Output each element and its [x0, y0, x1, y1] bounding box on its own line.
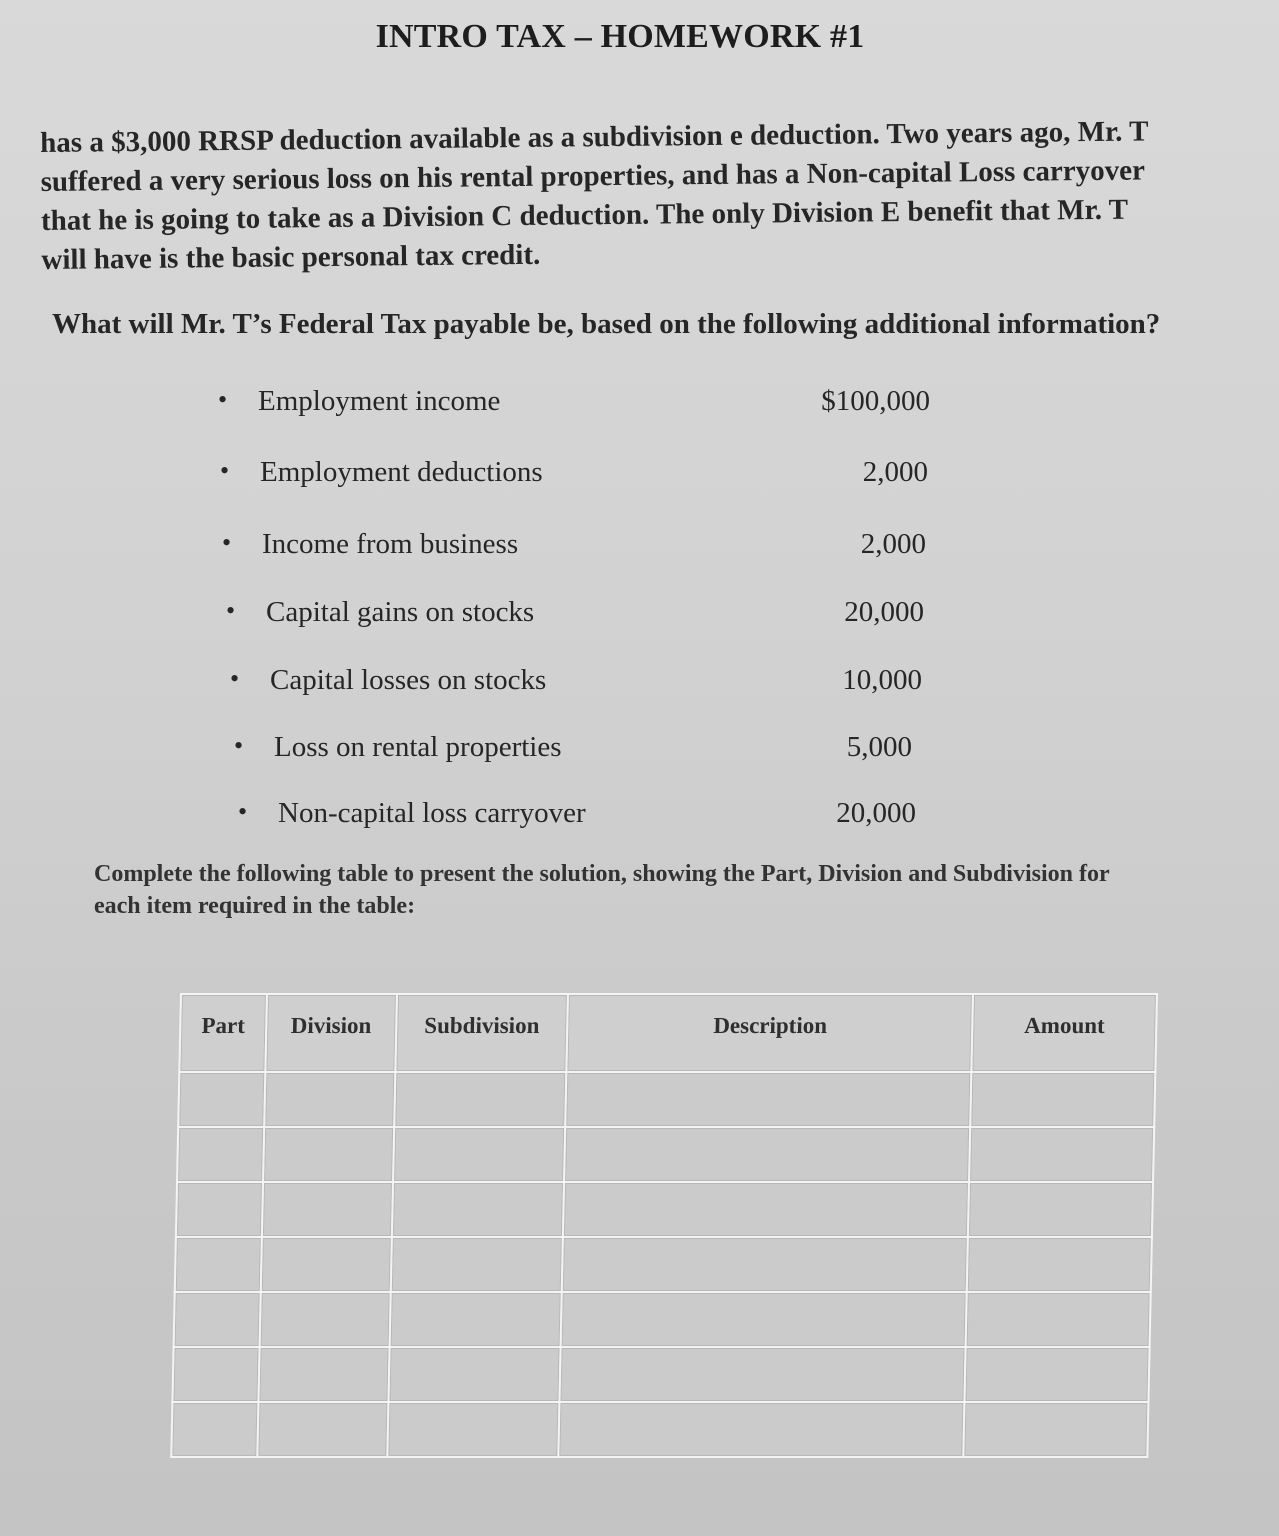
bullet-icon: • [222, 528, 232, 557]
bullet-icon: • [230, 664, 240, 693]
table-cell[interactable] [387, 1402, 560, 1457]
item-amount: 20,000 [836, 797, 916, 829]
item-label: Employment deductions [260, 456, 543, 488]
table-cell[interactable] [561, 1292, 967, 1347]
table-cell[interactable] [559, 1402, 965, 1457]
item-amount: 2,000 [860, 528, 926, 560]
table-cell[interactable] [389, 1292, 562, 1347]
table-cell[interactable] [262, 1182, 393, 1237]
table-cell[interactable] [171, 1402, 258, 1457]
item-label: Non-capital loss carryover [278, 797, 586, 829]
solution-table [170, 993, 1158, 1458]
column-header-amount: Amount [972, 994, 1157, 1072]
item-amount: 20,000 [844, 596, 924, 628]
table-cell[interactable] [263, 1127, 394, 1182]
item-amount: 5,000 [846, 731, 912, 763]
table-cell[interactable] [174, 1292, 261, 1347]
intro-line: will have is the basic personal tax credit. [41, 238, 541, 276]
table-instructions: Complete the following table to present the solution, showing the Part, Division and Subdivision for each item required in the table: [94, 861, 1110, 919]
table-cell[interactable] [564, 1127, 970, 1182]
table-cell[interactable] [258, 1347, 389, 1402]
table-cell[interactable] [971, 1072, 1156, 1127]
intro-line: that he is going to take as a Division C deduction. The only Division E benefit that Mr. T [40, 193, 1129, 237]
table-cell[interactable] [177, 1127, 264, 1182]
table-cell[interactable] [560, 1347, 966, 1402]
item-label: Capital losses on stocks [270, 664, 547, 696]
table-cell[interactable] [261, 1237, 392, 1292]
table-row [171, 1402, 1148, 1457]
column-header-division: Division [265, 994, 396, 1072]
table-cell[interactable] [965, 1347, 1150, 1402]
column-header-subdivision: Subdivision [395, 994, 568, 1072]
bullet-icon: • [234, 731, 244, 760]
bullet-icon: • [218, 385, 228, 414]
item-amount: 10,000 [842, 664, 922, 696]
table-cell[interactable] [175, 1237, 262, 1292]
table-row [174, 1292, 1151, 1347]
bullet-icon: • [238, 797, 248, 826]
table-cell[interactable] [178, 1072, 265, 1127]
table-cell[interactable] [566, 1072, 972, 1127]
table-row [172, 1347, 1149, 1402]
item-label: Capital gains on stocks [266, 596, 535, 628]
bullet-icon: • [226, 596, 236, 625]
table-cell[interactable] [563, 1182, 969, 1237]
table-cell[interactable] [394, 1072, 567, 1127]
table-cell[interactable] [388, 1347, 561, 1402]
item-label: Income from business [262, 528, 519, 560]
table-row [176, 1182, 1153, 1237]
table-cell[interactable] [969, 1127, 1154, 1182]
table-cell[interactable] [264, 1072, 395, 1127]
table-row [175, 1237, 1152, 1292]
intro-paragraph [40, 112, 1222, 280]
page-title: INTRO TAX – HOMEWORK #1 [375, 18, 865, 55]
item-label: Employment income [258, 385, 501, 417]
table-cell[interactable] [392, 1182, 565, 1237]
item-amount: $100,000 [821, 385, 930, 417]
table-cell[interactable] [968, 1182, 1153, 1237]
table-cell[interactable] [176, 1182, 263, 1237]
table-cell[interactable] [390, 1237, 563, 1292]
column-header-part: Part [179, 994, 266, 1072]
item-label: Loss on rental properties [274, 731, 562, 763]
table-row [178, 1072, 1155, 1127]
column-header-description: Description [567, 994, 974, 1072]
intro-line: suffered a very serious loss on his rental properties, and has a Non-capital Loss carryover [40, 154, 1146, 198]
bullet-icon: • [220, 456, 230, 485]
table-header-row [179, 994, 1157, 1072]
table-row [177, 1127, 1154, 1182]
table-cell[interactable] [257, 1402, 388, 1457]
table-cell[interactable] [393, 1127, 566, 1182]
table-cell[interactable] [966, 1292, 1151, 1347]
question-text: What will Mr. T’s Federal Tax payable be, based on the following additional information? [52, 308, 1161, 340]
table-cell[interactable] [172, 1347, 259, 1402]
item-amount: 2,000 [862, 456, 928, 488]
intro-line: has a $3,000 RRSP deduction available as a subdivision e deduction. Two years ago, Mr. T [40, 115, 1149, 159]
table-cell[interactable] [964, 1402, 1149, 1457]
table-cell[interactable] [562, 1237, 968, 1292]
table-cell[interactable] [259, 1292, 390, 1347]
table-cell[interactable] [967, 1237, 1152, 1292]
